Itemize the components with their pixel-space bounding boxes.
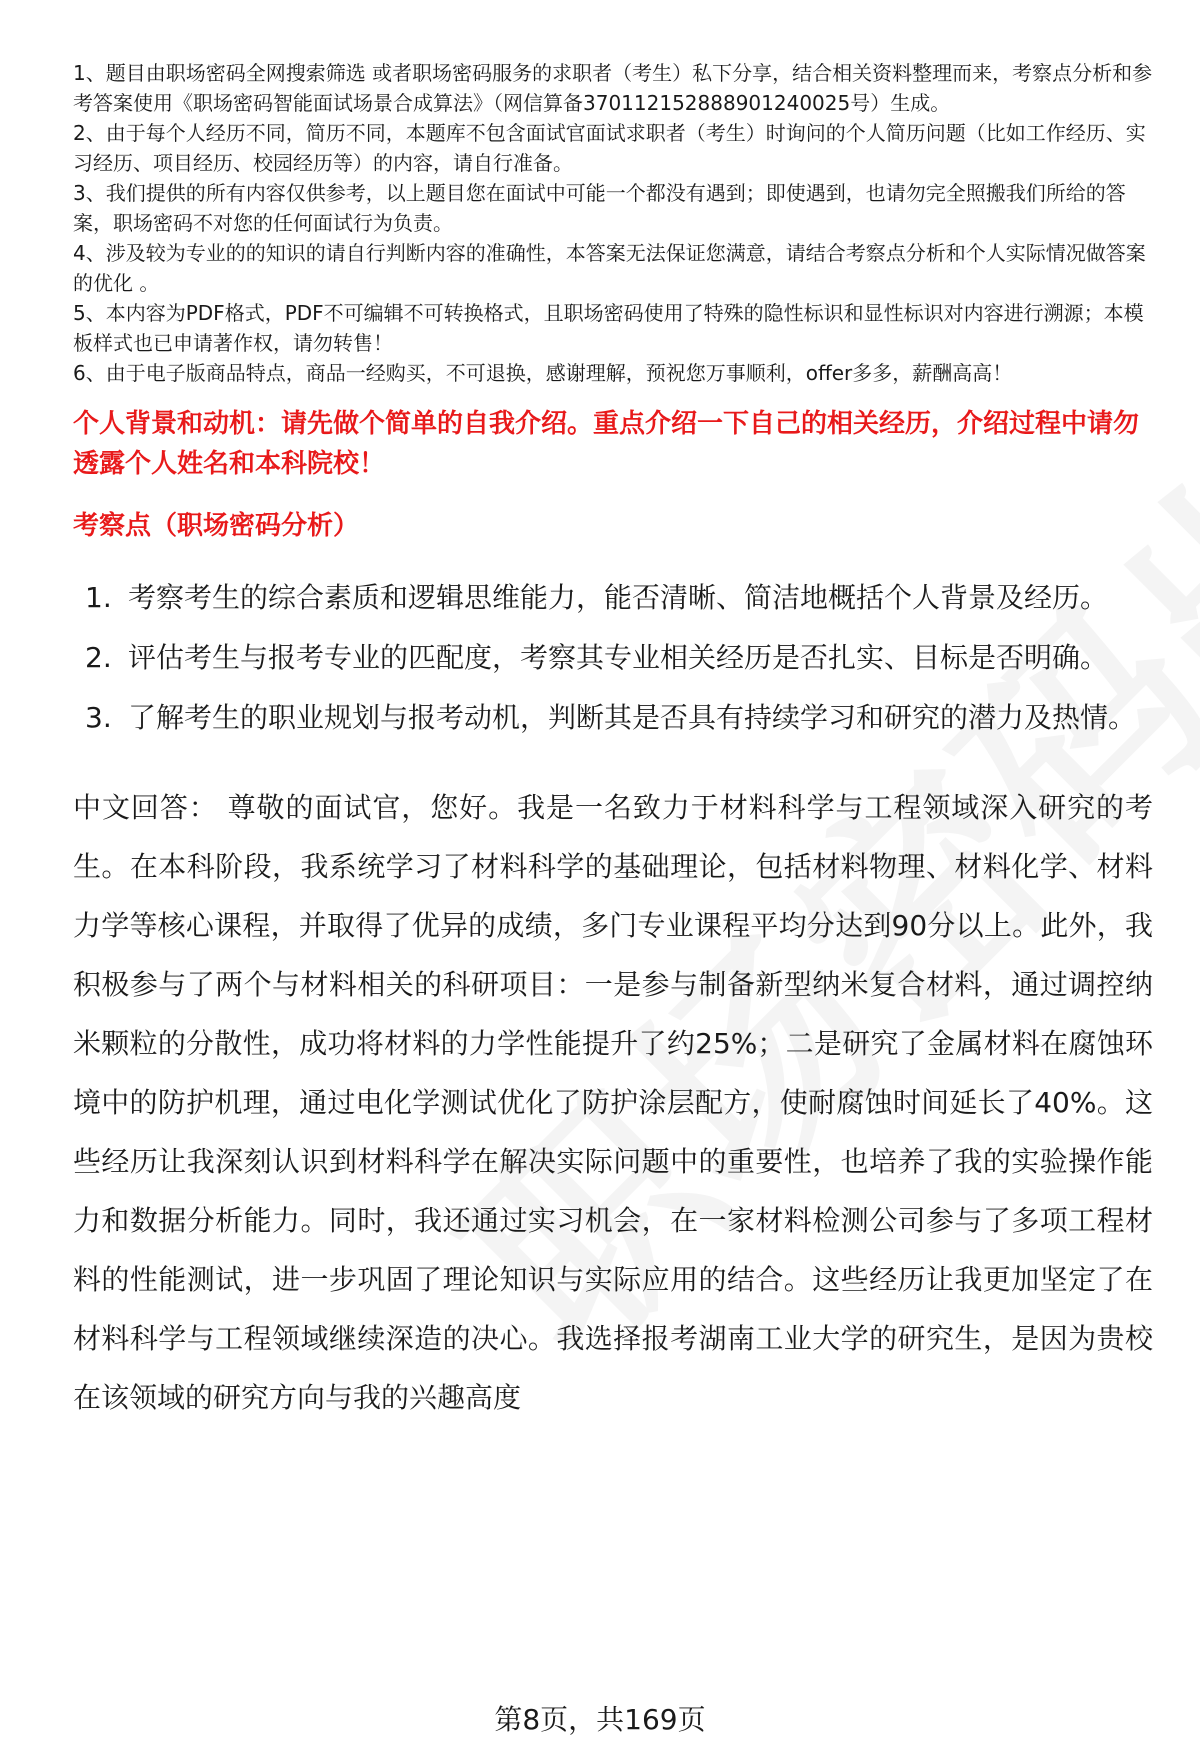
notice-item: 4、涉及较为专业的的知识的请自行判断内容的准确性，本答案无法保证您满意，请结合考察点分析和个人实际情况做答案的优化 。 — [73, 241, 1146, 295]
document-page — [73, 58, 1153, 1427]
notice-item: 3、我们提供的所有内容仅供参考，以上题目您在面试中可能一个都没有遇到；即使遇到，也请勿完全照搬我们所给的答案，职场密码不对您的任何面试行为负责。 — [73, 181, 1126, 235]
point-number: 1. — [85, 581, 112, 614]
notice-list — [73, 58, 1153, 388]
point-text: 考察考生的综合素质和逻辑思维能力，能否清晰、简洁地概括个人背景及经历。 — [128, 581, 1109, 614]
point-number: 3. — [85, 701, 112, 734]
notice-item: 6、由于电子版商品特点，商品一经购买，不可退换，感谢理解，预祝您万事顺利，offer多多，薪酬高高！ — [73, 361, 1013, 385]
assessment-point — [73, 568, 1153, 628]
point-text: 评估考生与报考专业的匹配度，考察其专业相关经历是否扎实、目标是否明确。 — [128, 641, 1109, 674]
assessment-point — [73, 688, 1153, 748]
point-number: 2. — [85, 641, 112, 674]
assessment-points — [73, 568, 1153, 748]
answer-paragraph: 中文回答： 尊敬的面试官，您好。我是一名致力于材料科学与工程领域深入研究的考生。在本科阶段，我系统学习了材料科学的基础理论，包括材料物理、材料化学、材料力学等核心课程，并取得了优异的成绩，多门专业课程平均分达到90分以上。此外，我积极参与了两个与材料相关的科研项目：一是参与制备新型纳米复合材料，通过调控纳米颗粒的分散性，成功将材料的力学性能提升了约25%；二是研究了金属材料在腐蚀环境中的防护机理，通过电化学测试优化了防护涂层配方，使耐腐蚀时间延长了40%。这些经历让我深刻认识到材料科学在解决实际问题中的重要性，也培养了我的实验操作能力和数据分析能力。同时，我还通过实习机会，在一家材料检测公司参与了多项工程材料的性能测试，进一步巩固了理论知识与实际应用的结合。这些经历让我更加坚定了在材料科学与工程领域继续深造的决心。我选择报考湖南工业大学的研究生，是因为贵校在该领域的研究方向与我的兴趣高度 — [73, 791, 1153, 1414]
interview-question: 个人背景和动机：请先做个简单的自我介绍。重点介绍一下自己的相关经历，介绍过程中请勿透露个人姓名和本科院校！ — [73, 409, 1140, 479]
page-footer: 第8页，共169页 — [494, 1703, 706, 1736]
assessment-point — [73, 628, 1153, 688]
notice-item: 1、题目由职场密码全网搜索筛选 或者职场密码服务的求职者（考生）私下分享，结合相关资料整理而来，考察点分析和参考答案使用《职场密码智能面试场景合成算法》（网信算备370112152888901240025号）生成。 — [73, 61, 1153, 115]
point-text: 了解考生的职业规划与报考动机，判断其是否具有持续学习和研究的潜力及热情。 — [128, 701, 1137, 734]
section-title: 考察点（职场密码分析） — [73, 511, 360, 541]
notice-item: 2、由于每个人经历不同，简历不同，本题库不包含面试官面试求职者（考生）时询问的个人简历问题（比如工作经历、实习经历、项目经历、校园经历等）的内容，请自行准备。 — [73, 121, 1146, 175]
notice-item: 5、本内容为PDF格式，PDF不可编辑不可转换格式，且职场密码使用了特殊的隐性标识和显性标识对内容进行溯源；本模板样式也已申请著作权，请勿转售！ — [73, 301, 1144, 355]
